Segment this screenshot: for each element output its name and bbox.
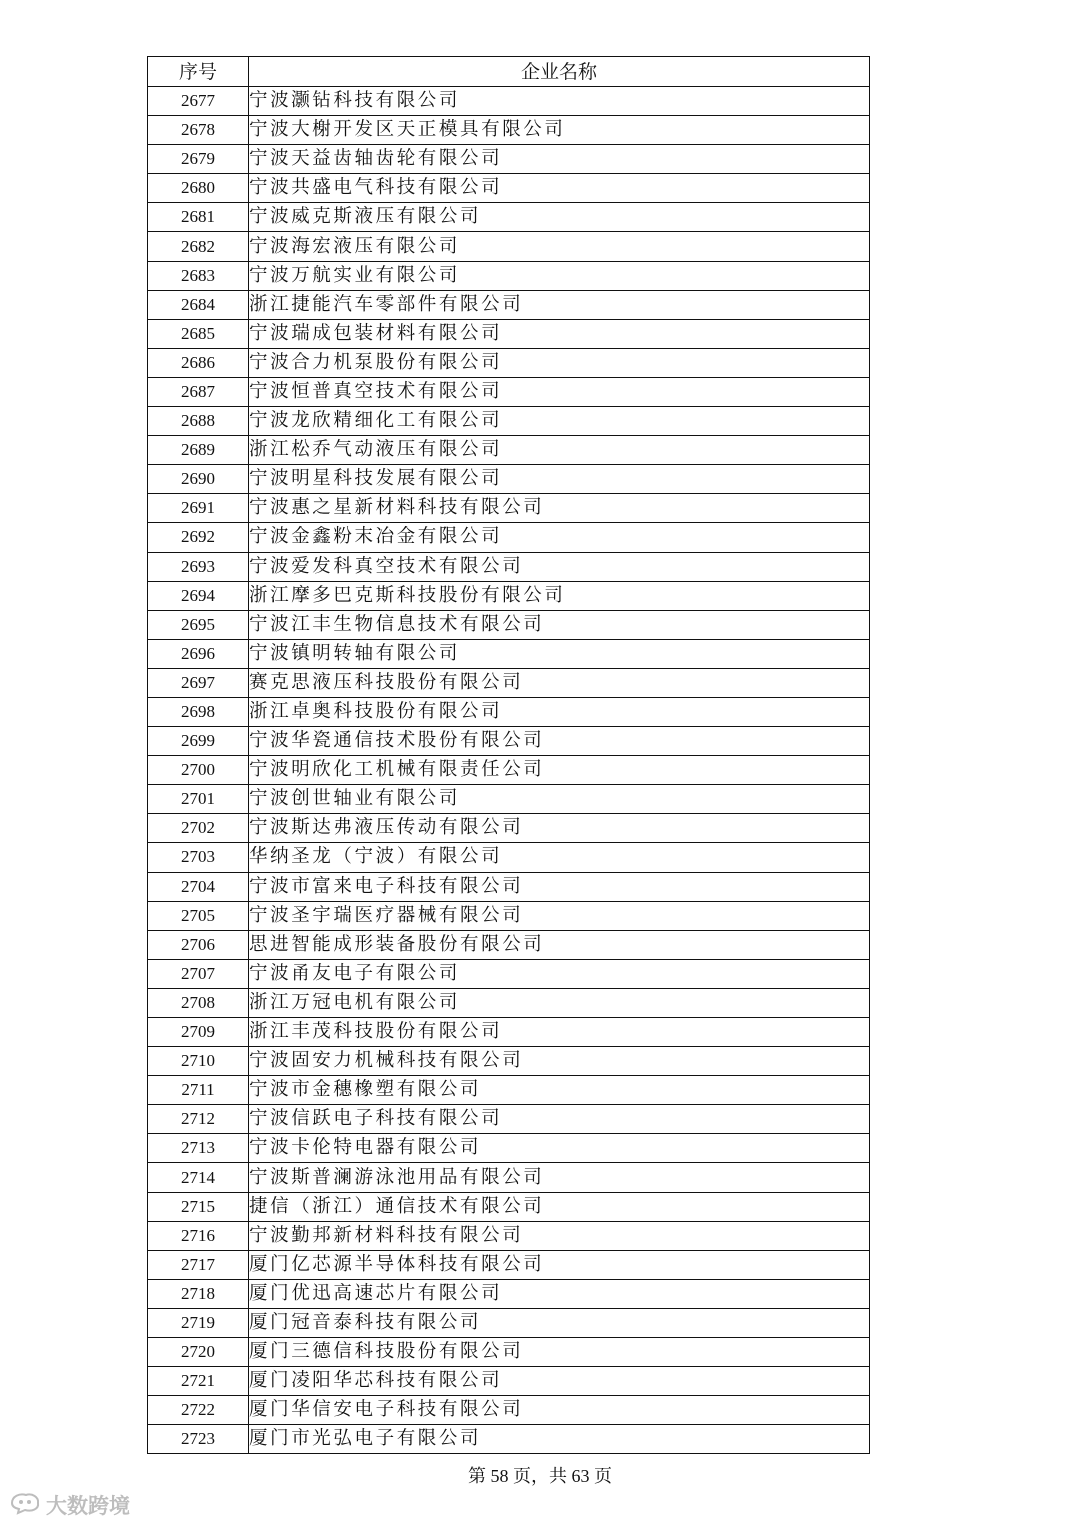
- table-row: [148, 610, 870, 639]
- row-number: 2710: [148, 1047, 249, 1076]
- table-row: [148, 174, 870, 203]
- table-row: [148, 872, 870, 901]
- chat-bubble-icon: [8, 1491, 42, 1520]
- table-row: [148, 116, 870, 145]
- company-name: 宁波市富来电子科技有限公司: [249, 872, 870, 901]
- table-row: [148, 232, 870, 261]
- row-number: 2677: [148, 87, 249, 116]
- row-number: 2702: [148, 814, 249, 843]
- watermark-text: 大数跨境: [46, 1494, 130, 1518]
- table-row: [148, 261, 870, 290]
- company-name: 浙江卓奥科技股份有限公司: [249, 697, 870, 726]
- company-name: 宁波海宏液压有限公司: [249, 232, 870, 261]
- table-row: [148, 727, 870, 756]
- table-row: [148, 552, 870, 581]
- row-number: 2720: [148, 1338, 249, 1367]
- row-number: 2706: [148, 930, 249, 959]
- row-number: 2709: [148, 1018, 249, 1047]
- company-name: 宁波江丰生物信息技术有限公司: [249, 610, 870, 639]
- table-header-row: [148, 57, 870, 87]
- row-number: 2679: [148, 145, 249, 174]
- company-name: 宁波天益齿轴齿轮有限公司: [249, 145, 870, 174]
- company-name: 浙江捷能汽车零部件有限公司: [249, 290, 870, 319]
- row-number: 2699: [148, 727, 249, 756]
- company-name: 宁波瑞成包装材料有限公司: [249, 319, 870, 348]
- row-number: 2691: [148, 494, 249, 523]
- table-row: [148, 319, 870, 348]
- company-name: 浙江万冠电机有限公司: [249, 988, 870, 1017]
- row-number: 2681: [148, 203, 249, 232]
- row-number: 2713: [148, 1134, 249, 1163]
- company-name: 华纳圣龙（宁波）有限公司: [249, 843, 870, 872]
- company-name: 宁波市金穗橡塑有限公司: [249, 1076, 870, 1105]
- company-name: 浙江松乔气动液压有限公司: [249, 436, 870, 465]
- company-name: 宁波万航实业有限公司: [249, 261, 870, 290]
- table-row: [148, 1425, 870, 1454]
- row-number: 2692: [148, 523, 249, 552]
- company-name: 厦门亿芯源半导体科技有限公司: [249, 1250, 870, 1279]
- row-number: 2722: [148, 1396, 249, 1425]
- row-number: 2721: [148, 1367, 249, 1396]
- row-number: 2683: [148, 261, 249, 290]
- table-row: [148, 1076, 870, 1105]
- table-row: [148, 988, 870, 1017]
- row-number: 2690: [148, 465, 249, 494]
- table-row: [148, 1338, 870, 1367]
- table-row: [148, 1163, 870, 1192]
- row-number: 2700: [148, 756, 249, 785]
- row-number: 2698: [148, 697, 249, 726]
- row-number: 2678: [148, 116, 249, 145]
- table-row: [148, 436, 870, 465]
- company-name: 宁波创世轴业有限公司: [249, 785, 870, 814]
- table-row: [148, 1047, 870, 1076]
- company-name: 宁波镇明转轴有限公司: [249, 639, 870, 668]
- table-row: [148, 348, 870, 377]
- table-row: [148, 639, 870, 668]
- company-name: 厦门三德信科技股份有限公司: [249, 1338, 870, 1367]
- row-number: 2694: [148, 581, 249, 610]
- company-name: 宁波卡伦特电器有限公司: [249, 1134, 870, 1163]
- row-number: 2703: [148, 843, 249, 872]
- row-number: 2708: [148, 988, 249, 1017]
- row-number: 2701: [148, 785, 249, 814]
- company-name: 宁波灏钻科技有限公司: [249, 87, 870, 116]
- company-name: 厦门优迅高速芯片有限公司: [249, 1279, 870, 1308]
- company-name: 宁波明星科技发展有限公司: [249, 465, 870, 494]
- company-name: 宁波信跃电子科技有限公司: [249, 1105, 870, 1134]
- company-name: 宁波合力机泵股份有限公司: [249, 348, 870, 377]
- table-row: [148, 1367, 870, 1396]
- row-number: 2707: [148, 959, 249, 988]
- table-row: [148, 668, 870, 697]
- company-name: 宁波圣宇瑞医疗器械有限公司: [249, 901, 870, 930]
- row-number: 2711: [148, 1076, 249, 1105]
- table-row: [148, 1018, 870, 1047]
- row-number: 2718: [148, 1279, 249, 1308]
- row-number: 2719: [148, 1308, 249, 1337]
- table-row: [148, 1105, 870, 1134]
- company-name: 宁波大榭开发区天正模具有限公司: [249, 116, 870, 145]
- table-row: [148, 290, 870, 319]
- table-row: [148, 465, 870, 494]
- row-number: 2688: [148, 407, 249, 436]
- page-footer: 第 58 页，共 63 页: [468, 1466, 612, 1486]
- row-number: 2695: [148, 610, 249, 639]
- row-number: 2685: [148, 319, 249, 348]
- row-number: 2693: [148, 552, 249, 581]
- table-row: [148, 1396, 870, 1425]
- company-name: 宁波甬友电子有限公司: [249, 959, 870, 988]
- company-name: 宁波共盛电气科技有限公司: [249, 174, 870, 203]
- table-row: [148, 930, 870, 959]
- row-number: 2716: [148, 1221, 249, 1250]
- table-row: [148, 756, 870, 785]
- row-number: 2712: [148, 1105, 249, 1134]
- company-name: 厦门冠音泰科技有限公司: [249, 1308, 870, 1337]
- company-name: 厦门华信安电子科技有限公司: [249, 1396, 870, 1425]
- row-number: 2686: [148, 348, 249, 377]
- table-row: [148, 1192, 870, 1221]
- row-number: 2704: [148, 872, 249, 901]
- row-number: 2696: [148, 639, 249, 668]
- company-name: 捷信（浙江）通信技术有限公司: [249, 1192, 870, 1221]
- table-row: [148, 87, 870, 116]
- company-name: 宁波明欣化工机械有限责任公司: [249, 756, 870, 785]
- table-row: [148, 581, 870, 610]
- company-name: 宁波惠之星新材料科技有限公司: [249, 494, 870, 523]
- row-number: 2684: [148, 290, 249, 319]
- table-row: [148, 203, 870, 232]
- company-name: 宁波威克斯液压有限公司: [249, 203, 870, 232]
- table-row: [148, 523, 870, 552]
- company-name: 思进智能成形装备股份有限公司: [249, 930, 870, 959]
- row-number: 2682: [148, 232, 249, 261]
- company-name: 浙江丰茂科技股份有限公司: [249, 1018, 870, 1047]
- table-row: [148, 377, 870, 406]
- table-row: [148, 1250, 870, 1279]
- company-name: 宁波固安力机械科技有限公司: [249, 1047, 870, 1076]
- table-row: [148, 843, 870, 872]
- table-row: [148, 1279, 870, 1308]
- table-row: [148, 814, 870, 843]
- row-number: 2723: [148, 1425, 249, 1454]
- watermark: [8, 1490, 130, 1520]
- row-number: 2705: [148, 901, 249, 930]
- company-name: 浙江摩多巴克斯科技股份有限公司: [249, 581, 870, 610]
- table-row: [148, 1308, 870, 1337]
- row-number: 2680: [148, 174, 249, 203]
- table-row: [148, 697, 870, 726]
- company-name: 宁波龙欣精细化工有限公司: [249, 407, 870, 436]
- table-row: [148, 1221, 870, 1250]
- row-number: 2714: [148, 1163, 249, 1192]
- table-row: [148, 145, 870, 174]
- row-number: 2689: [148, 436, 249, 465]
- company-name: 厦门市光弘电子有限公司: [249, 1425, 870, 1454]
- table-row: [148, 959, 870, 988]
- company-name: 厦门凌阳华芯科技有限公司: [249, 1367, 870, 1396]
- table-row: [148, 901, 870, 930]
- table-row: [148, 785, 870, 814]
- row-number: 2715: [148, 1192, 249, 1221]
- row-number: 2687: [148, 377, 249, 406]
- row-number: 2717: [148, 1250, 249, 1279]
- company-name: 赛克思液压科技股份有限公司: [249, 668, 870, 697]
- table-row: [148, 494, 870, 523]
- header-company-name: 企业名称: [249, 57, 870, 87]
- company-name: 宁波爱发科真空技术有限公司: [249, 552, 870, 581]
- company-name: 宁波斯普澜游泳池用品有限公司: [249, 1163, 870, 1192]
- table-row: [148, 407, 870, 436]
- company-name: 宁波恒普真空技术有限公司: [249, 377, 870, 406]
- header-no: 序号: [148, 57, 249, 87]
- table-row: [148, 1134, 870, 1163]
- row-number: 2697: [148, 668, 249, 697]
- company-name: 宁波华瓷通信技术股份有限公司: [249, 727, 870, 756]
- company-table: [147, 56, 870, 1454]
- company-name: 宁波勤邦新材料科技有限公司: [249, 1221, 870, 1250]
- company-name: 宁波金鑫粉末冶金有限公司: [249, 523, 870, 552]
- company-name: 宁波斯达弗液压传动有限公司: [249, 814, 870, 843]
